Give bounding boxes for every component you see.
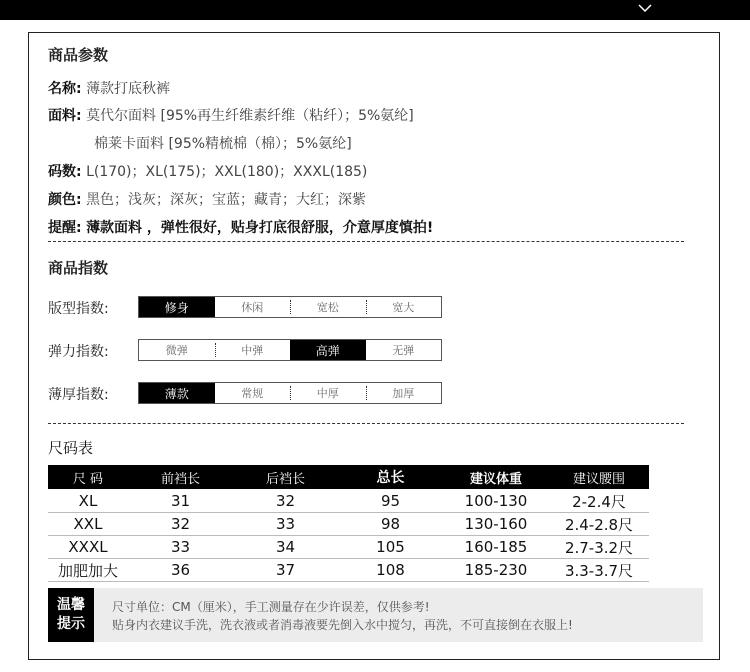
size-label: 码数: bbox=[48, 164, 82, 180]
table-row bbox=[48, 536, 649, 559]
remind-label: 提醒: bbox=[48, 220, 82, 236]
tips-badge-line-2: 提示 bbox=[57, 616, 85, 632]
size-value: L(170)；XL(175)；XXL(180)；XXXL(185) bbox=[86, 164, 368, 180]
fit-index-label: 版型指数: bbox=[48, 301, 109, 317]
size-table-title: 尺码表 bbox=[48, 439, 94, 457]
cell-waist: 2.7-3.2尺 bbox=[564, 538, 634, 557]
divider-1 bbox=[48, 241, 684, 242]
header-waist: 建议腰围 bbox=[572, 471, 625, 487]
cell-size: XXL bbox=[73, 515, 103, 533]
cell-front-rise: 32 bbox=[170, 515, 191, 533]
tips-line-1: 尺寸单位：CM（厘米），手工测量存在少许误差，仅供参考! bbox=[112, 600, 430, 614]
fit-option: 宽松 bbox=[290, 297, 366, 317]
param-size bbox=[48, 161, 367, 181]
fit-option: 修身 bbox=[139, 297, 215, 317]
cell-size: XXXL bbox=[68, 538, 108, 556]
fabric-label: 面料: bbox=[48, 108, 82, 124]
stretch-index-scale bbox=[138, 339, 442, 361]
stretch-option: 微弹 bbox=[165, 344, 188, 357]
params-title: 商品参数 bbox=[48, 46, 109, 64]
cell-weight: 100-130 bbox=[464, 492, 528, 510]
tips-badge bbox=[48, 588, 94, 642]
thickness-index-scale bbox=[138, 382, 442, 404]
top-bar bbox=[0, 0, 750, 20]
cell-total-length: 105 bbox=[376, 538, 405, 556]
cell-total-length: 95 bbox=[380, 492, 401, 510]
size-table-header bbox=[48, 465, 649, 489]
name-label: 名称: bbox=[48, 81, 82, 97]
color-value: 黑色；浅灰；深灰；宝蓝；藏青；大红；深紫 bbox=[86, 192, 367, 208]
cell-back-rise: 32 bbox=[275, 492, 296, 510]
divider-2 bbox=[48, 423, 684, 424]
chevron-down-icon[interactable] bbox=[638, 4, 652, 12]
name-value: 薄款打底秋裤 bbox=[86, 81, 171, 97]
cell-weight: 130-160 bbox=[464, 515, 528, 533]
tips-line-2: 贴身内衣建议手洗，洗衣液或者消毒液要先倒入水中搅匀，再洗，不可直接倒在衣服上! bbox=[112, 618, 573, 632]
param-name bbox=[48, 78, 170, 98]
cell-waist: 3.3-3.7尺 bbox=[564, 561, 634, 580]
stretch-option: 高弹 bbox=[290, 340, 366, 360]
fit-option: 休闲 bbox=[241, 301, 264, 314]
header-total-length: 总长 bbox=[376, 470, 405, 486]
table-row bbox=[48, 559, 649, 582]
header-back-rise: 后裆长 bbox=[265, 471, 305, 487]
cell-size: 加肥加大 bbox=[57, 561, 118, 580]
stretch-option: 中弹 bbox=[215, 340, 291, 360]
remind-value: 薄款面料 ，弹性很好，贴身打底很舒服，介意厚度慎拍! bbox=[86, 220, 434, 236]
cell-front-rise: 36 bbox=[170, 561, 191, 579]
fabric-value-2: 棉莱卡面料 [95%精梳棉（棉）；5%氨纶] bbox=[94, 136, 352, 152]
stretch-index-label: 弹力指数: bbox=[48, 344, 109, 360]
cell-front-rise: 31 bbox=[170, 492, 191, 510]
param-fabric bbox=[48, 105, 414, 125]
fit-index-scale bbox=[138, 296, 442, 318]
cell-back-rise: 33 bbox=[275, 515, 296, 533]
thickness-option: 薄款 bbox=[139, 383, 215, 403]
fabric-value-1: 莫代尔面料 [95%再生纤维素纤维（粘纤）；5%氨纶] bbox=[86, 108, 414, 124]
tips-badge-line-1: 温馨 bbox=[57, 597, 85, 613]
thickness-option: 加厚 bbox=[366, 383, 442, 403]
header-front-rise: 前裆长 bbox=[160, 471, 200, 487]
param-fabric-2 bbox=[94, 133, 352, 153]
cell-total-length: 98 bbox=[380, 515, 401, 533]
cell-size: XL bbox=[78, 492, 98, 510]
index-title: 商品指数 bbox=[48, 259, 109, 277]
fit-option: 宽大 bbox=[366, 297, 442, 317]
stretch-option: 无弹 bbox=[392, 344, 415, 357]
cell-waist: 2-2.4尺 bbox=[572, 492, 626, 511]
param-remind bbox=[48, 217, 433, 237]
header-size: 尺 码 bbox=[72, 471, 104, 487]
thickness-option: 常规 bbox=[241, 387, 264, 400]
table-row bbox=[48, 513, 649, 536]
cell-total-length: 108 bbox=[376, 561, 405, 579]
header-weight: 建议体重 bbox=[469, 471, 522, 487]
cell-front-rise: 33 bbox=[170, 538, 191, 556]
cell-back-rise: 37 bbox=[275, 561, 296, 579]
color-label: 颜色: bbox=[48, 192, 82, 208]
tips-box bbox=[48, 588, 703, 642]
param-color bbox=[48, 189, 366, 209]
cell-weight: 160-185 bbox=[464, 538, 528, 556]
cell-waist: 2.4-2.8尺 bbox=[564, 515, 634, 534]
thickness-option: 中厚 bbox=[290, 383, 366, 403]
table-row bbox=[48, 490, 649, 513]
thickness-index-label: 薄厚指数: bbox=[48, 387, 109, 403]
cell-back-rise: 34 bbox=[275, 538, 296, 556]
cell-weight: 185-230 bbox=[464, 561, 528, 579]
